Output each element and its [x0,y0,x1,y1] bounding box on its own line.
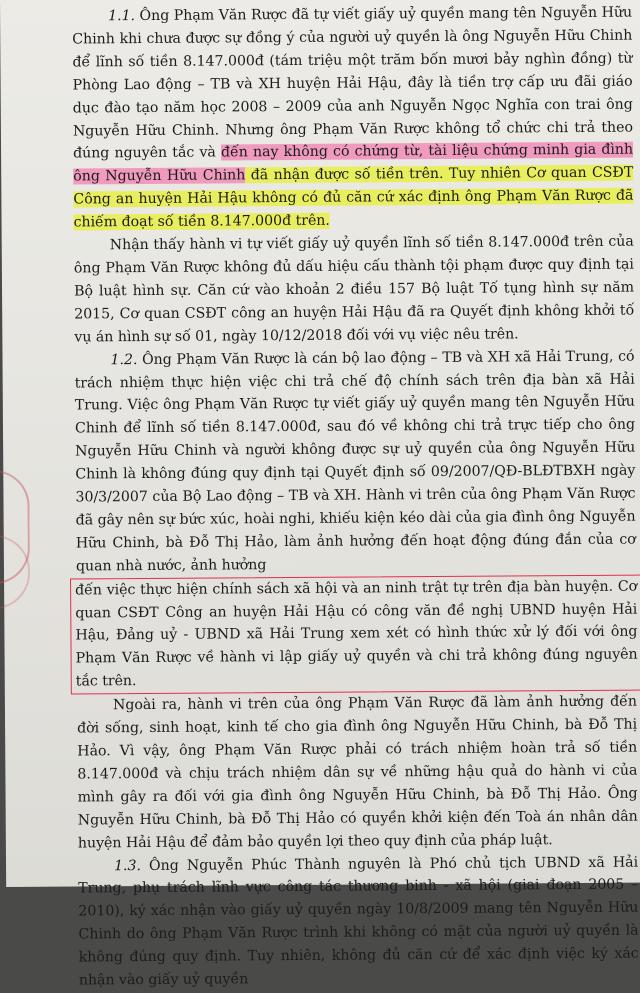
red-boxed-passage: đến việc thực hiện chính sách xã hội và an ninh trật tự trên địa bàn huyện. Cơ quan CSĐT Công an huyện Hải Hậu có công văn đề nghị UBND huyện Hải Hậu, Đảng uỷ - UBND xã Hải Trung xem xét có hình thức xử lý đối với ông Phạm Văn Rược về hành vi lập giấy uỷ quyền và chi trả không đúng nguyên tắc trên. [70,574,640,695]
section-number: 1.1. [108,8,136,25]
paragraph-1-2 [74,345,636,694]
pink-highlight: đến nay không có chứng từ, tài liệu chứng minh gia đình ông Nguyễn Hữu Chinh [73,142,634,185]
text-run: Ông Phạm Văn Rược là cán bộ lao động – TB và XH xã Hải Trung, có trách nhiệm thực hiện việc chi trả chế độ chính sách trên địa bàn xã Hải Trung. Việc ông Phạm Văn Rược tự viết giấy uỷ quyền mang tên Nguyễn Hữu Chinh để lĩnh số tiền 8.147.000đ, sau đó về không chi trả trực tiếp cho ông Nguyễn Hữu Chinh và người không được sự uỷ quyền của ông Nguyễn Hữu Chinh là không đúng quy định tại Quyết định số 09/2007/QĐ-BLĐTBXH ngày 30/3/2007 của Bộ Lao động – TB và XH. Hành vi trên của ông Phạm Văn Rược đã gây nên sự bức xúc, hoài nghi, khiếu kiện kéo dài của gia đình ông Nguyễn Hữu Chinh, bà Đỗ Thị Hảo, làm ảnh hưởng đến hoạt động đúng đắn của cơ quan nhà nước, ảnh hưởng [74,348,636,575]
paragraph-civil-liability: Ngoài ra, hành vi trên của ông Phạm Văn Rược đã làm ảnh hưởng đến đời sống, sinh hoạt, kinh tế cho gia đình ông Nguyễn Hữu Chinh, bà Đỗ Thị Hảo. Vì vậy, ông Phạm Văn Rược phải có trách nhiệm hoàn trả số tiền 8.147.000đ và chịu trách nhiệm dân sự về những hậu quả do hành vi của mình gây ra đối với gia đình ông Nguyễn Hữu Chinh, bà Đỗ Thị Hảo. Ông Nguyễn Hữu Chinh, bà Đỗ Thị Hảo có quyền khởi kiện đến Toà án nhân dân huyện Hải Hậu để đảm bảo quyền lợi theo quy định của pháp luật. [77,693,638,852]
text-run: Ông Nguyễn Phúc Thành nguyên là Phó chủ tịch UBND xã Hải Trung, phụ trách lĩnh vực công tác thương binh - xã hội (giai đoạn 2005 – 2010), ký xác nhận vào giấy uỷ quyền ngày 10/8/2009 mang tên Nguyễn Hữu Chinh do ông Phạm Văn Rược trình khi không có mặt của người uỷ quyền là không đúng quy định. Tuy nhiên, không đủ căn cứ để xác định việc ký xác nhận vào giấy uỷ quyền [78,854,639,989]
section-number: 1.3. [113,857,141,874]
paragraph-1-3 [78,851,639,992]
section-number: 1.2. [110,351,138,368]
document-body [72,2,639,993]
yellow-highlight: đã nhận được số tiền trên. Tuy nhiên Cơ quan CSĐT Công an huyện Hải Hậu không có đủ căn cứ xác định ông Phạm Văn Rược đã chiếm đoạt số tiền 8.147.000đ trên. [73,164,634,231]
paragraph-1-1 [72,2,634,235]
paragraph-conclusion: Nhận thấy hành vi tự viết giấy uỷ quyền lĩnh số tiền 8.147.000đ trên của ông Phạm Văn Rược không đủ dấu hiệu cấu thành tội phạm được quy định tại Bộ luật hình sự. Căn cứ vào khoản 2 điều 157 Bộ luật Tố tụng hình sự năm 2015, Cơ quan CSĐT công an huyện Hải Hậu đã ra Quyết định không khởi tố vụ án hình sự số 01, ngày 10/12/2018 đối với vụ việc nêu trên. [73,233,635,346]
text-run: Ông Phạm Văn Rược đã tự viết giấy uỷ quyền mang tên Nguyễn Hữu Chinh khi chưa được sự đồng ý của người uỷ quyền là ông Nguyễn Hữu Chinh để lĩnh số tiền 8.147.000đ (tám triệu một trăm bốn mươi bảy nghìn đồng) từ Phòng Lao động – TB và XH huyện Hải Hậu, đây là tiền trợ cấp ưu đãi giáo dục đào tạo năm học 2008 – 2009 của anh Nguyễn Ngọc Nghĩa con trai ông Nguyễn Hữu Chinh. Nhưng ông Phạm Văn Rược không tổ chức chi trả theo đúng nguyên tắc và [72,4,633,162]
